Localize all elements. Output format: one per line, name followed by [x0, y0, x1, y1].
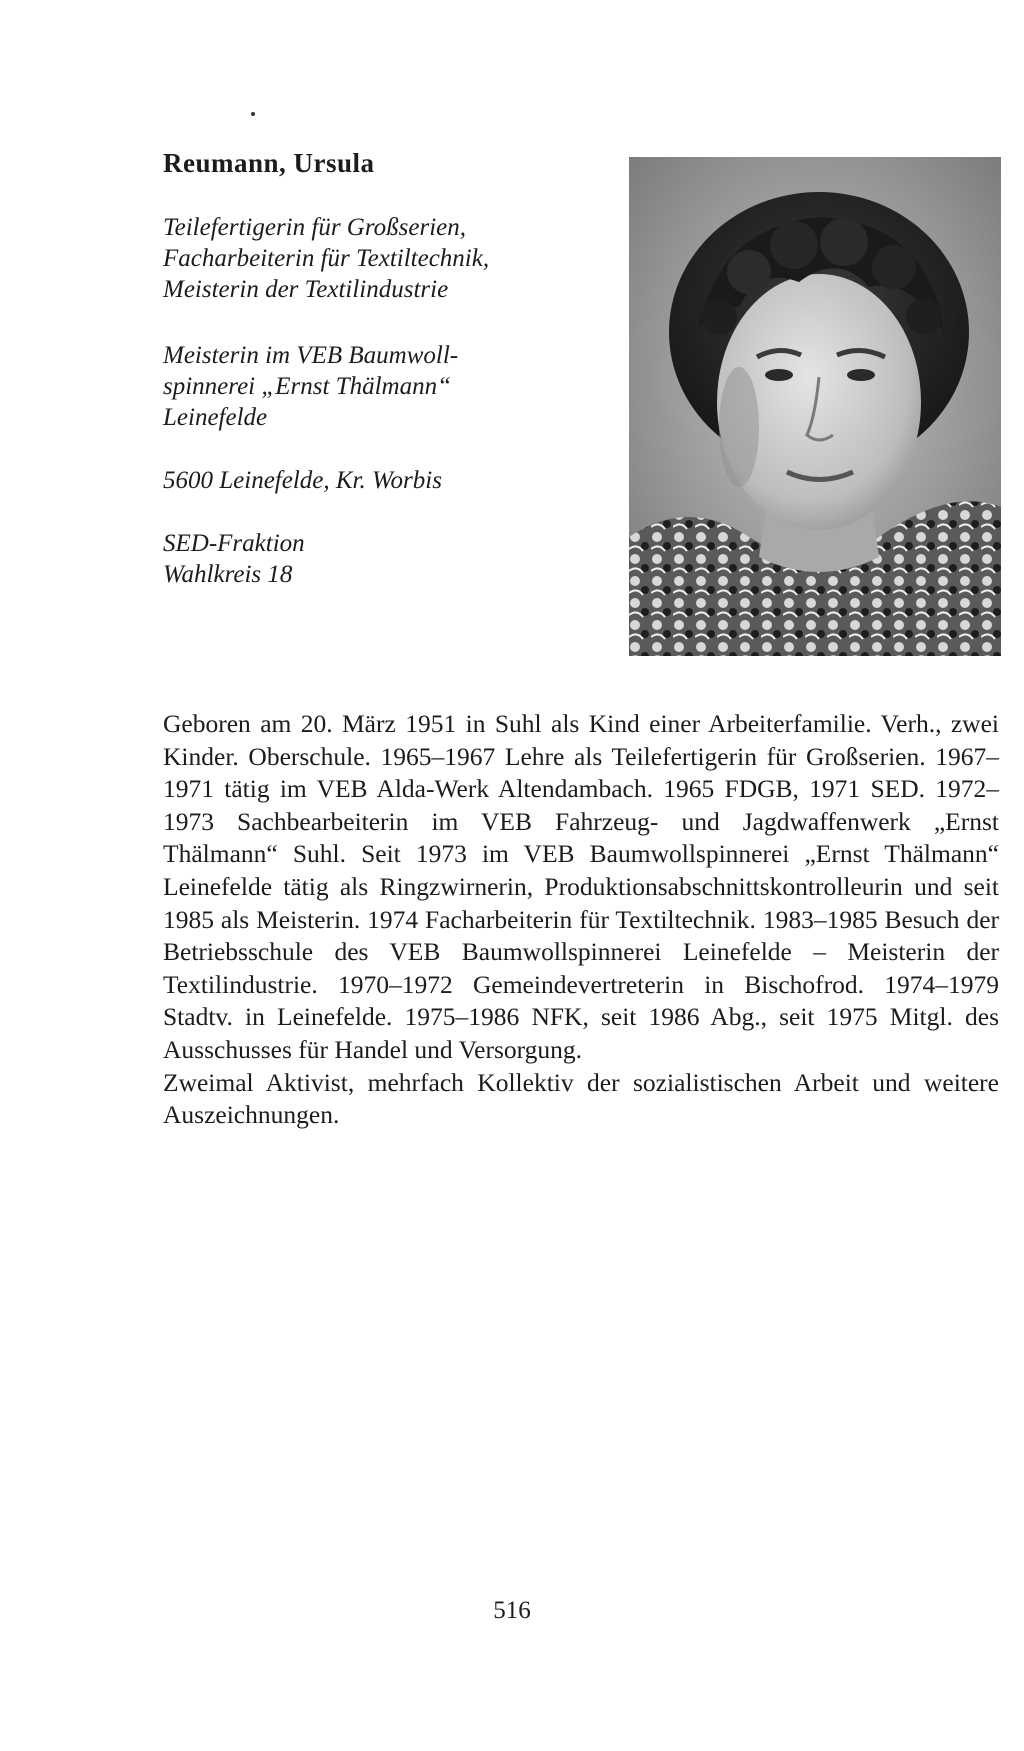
position-line: Leinefelde	[163, 404, 268, 431]
biography-paragraph: Zweimal Aktivist, mehrfach Kollektiv der sozialistischen Arbeit und weitere Auszeichnungen.	[163, 1067, 999, 1130]
constituency-line: Wahlkreis 18	[163, 561, 293, 588]
person-name: Reumann, Ursula	[163, 148, 375, 178]
portrait-photo	[629, 157, 1001, 656]
qualification-line: Facharbeiterin für Textiltechnik,	[163, 245, 490, 272]
page-number: 516	[493, 1597, 531, 1624]
speck-mark	[251, 112, 255, 116]
current-position	[163, 340, 603, 433]
address-line: 5600 Leinefelde, Kr. Worbis	[163, 467, 442, 494]
position-line: spinnerei „Ernst Thälmann“	[163, 373, 452, 400]
biography	[163, 708, 999, 1132]
position-line: Meisterin im VEB Baumwoll-	[163, 342, 459, 369]
address	[163, 465, 603, 496]
faction-info	[163, 528, 603, 590]
biography-paragraph: Geboren am 20. März 1951 in Suhl als Kind einer Arbeiterfamilie. Verh., zwei Kinder. Oberschule. 1965–1967 Lehre als Teilefertigerin für Großserien. 1967–1971 tätig im VEB Alda-Werk Altendambach. 1965 FDGB, 1971 SED. 1972–1973 Sachbearbeiterin im VEB Fahrzeug- und Jagdwaffenwerk „Ernst Thälmann“ Suhl. Seit 1973 im VEB Baumwollspinnerei „Ernst Thälmann“ Leinefelde tätig als Ringzwirnerin, Produktionsabschnittskontrolleurin und seit 1985 als Meisterin. 1974 Facharbeiterin für Textiltechnik. 1983–1985 Besuch der Betriebsschule des VEB Baumwollspinnerei Leinefelde – Meisterin der Textilindustrie. 1970–1972 Gemeindevertreterin in Bischofrod. 1974–1979 Stadtv. in Leinefelde. 1975–1986 NFK, seit 1986 Abg., seit 1975 Mitgl. des Ausschusses für Handel und Versorgung.	[163, 709, 999, 1064]
qualification-line: Teilefertigerin für Großserien,	[163, 214, 467, 241]
qualification-line: Meisterin der Textilindustrie	[163, 276, 449, 303]
qualifications	[163, 212, 603, 305]
portrait-image	[629, 157, 1001, 656]
faction-line: SED-Fraktion	[163, 530, 305, 557]
